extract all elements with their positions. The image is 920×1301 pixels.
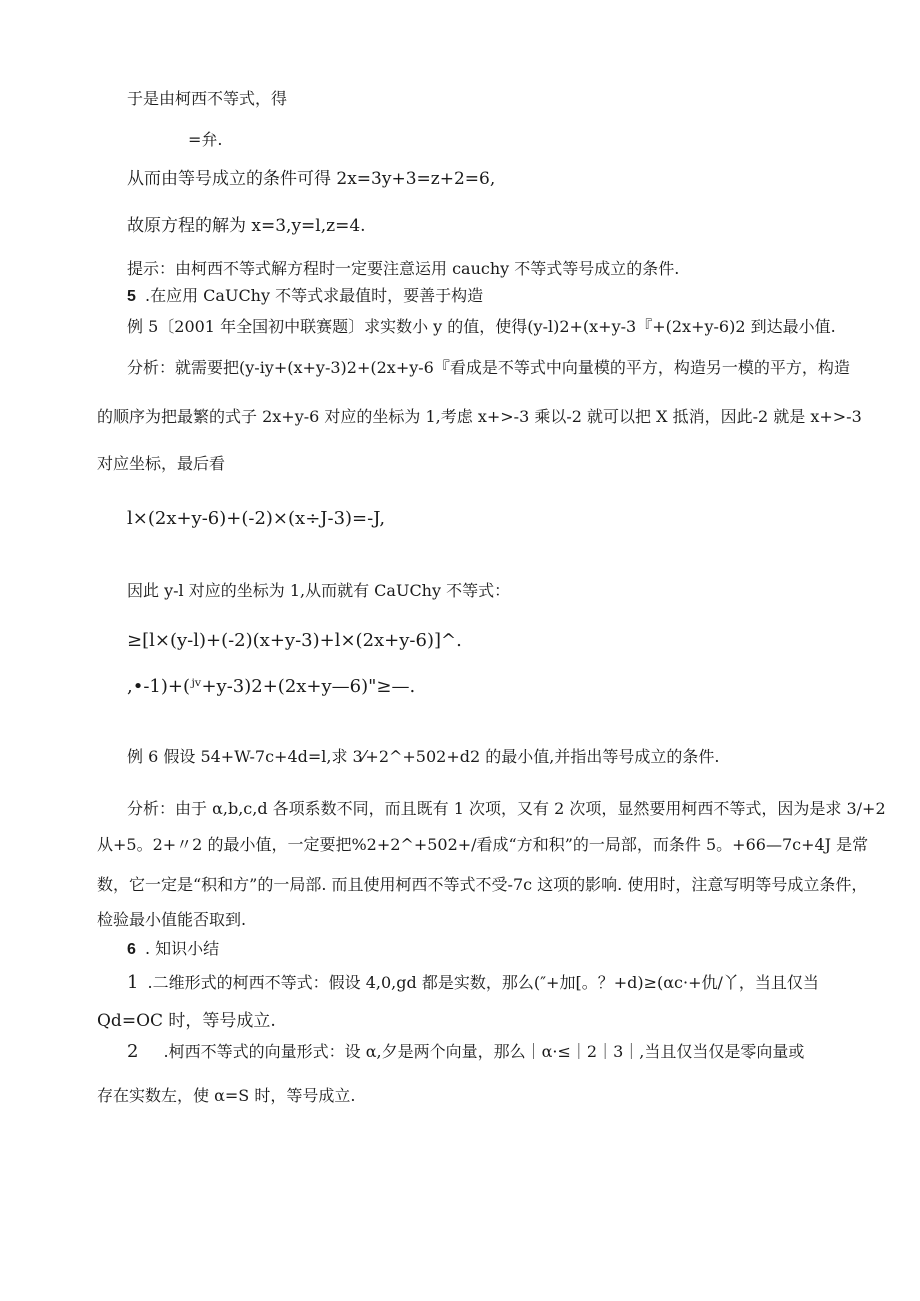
item-number: 1 <box>127 972 139 993</box>
section-title: .在应用 CaUChy 不等式求最值时，要善于构造 <box>145 286 484 305</box>
section-heading-6 <box>127 938 219 961</box>
analysis-line: 从+5。2+〃2 的最小值，一定要把%2+2^+502+/看成“方和积”的一局部，而条件 5。+66—7c+4J 是常 <box>97 835 869 854</box>
summary-text-line: 存在实数左，使 α=S 时，等号成立. <box>97 1086 356 1105</box>
section-title: . 知识小结 <box>145 939 220 958</box>
section-number: 6 <box>127 941 136 958</box>
item-text: .柯西不等式的向量形式：设 α,夕是两个向量，那么｜α·≤｜2｜3｜,当且仅当仅是零向量或 <box>163 1042 805 1061</box>
item-text: .二维形式的柯西不等式：假设 4,0,gd 都是实数，那么(″+加[。？+d)≥(αc·+仇/丫，当且仅当 <box>147 973 819 992</box>
summary-item-1 <box>127 972 819 994</box>
item-number: 2 <box>127 1041 139 1062</box>
hint-line: 提示：由柯西不等式解方程时一定要注意运用 cauchy 不等式等号成立的条件. <box>127 259 680 278</box>
summary-item-2 <box>127 1041 804 1063</box>
analysis-line: 检验最小值能否取到. <box>97 910 247 929</box>
section-heading-5 <box>127 285 483 308</box>
formula-line: ≥[l×(y-l)+(-2)(x+y-3)+l×(2x+y-6)]^. <box>127 630 462 651</box>
analysis-line: 的顺序为把最繁的式子 2x+y-6 对应的坐标为 1,考虑 x+>-3 乘以-2 就可以把 X 抵消，因此-2 就是 x+>-3 <box>97 407 862 426</box>
example-5-line: 例 5〔2001 年全国初中联赛题〕求实数小 y 的值，使得(y-l)2+(x+y-3『+(2x+y-6)2 到达最小值. <box>127 317 836 336</box>
formula-line: =弁. <box>188 130 223 149</box>
analysis-line: 数，它一定是“积和方”的一局部. 而且使用柯西不等式不受-7c 这项的影响. 使用时，注意写明等号成立条件， <box>97 875 868 894</box>
formula-line: l×(2x+y-6)+(-2)×(x÷J-3)=-J, <box>127 508 386 529</box>
analysis-line: 对应坐标，最后看 <box>97 454 226 473</box>
text-line: 故原方程的解为 x=3,y=l,z=4. <box>127 216 366 236</box>
formula-line: ,•-1)+(ʲᵛ+y-3)2+(2x+y—6)"≥—. <box>127 676 416 697</box>
analysis-line: 分析：由于 α,b,c,d 各项系数不同，而且既有 1 次项，又有 2 次项，显然要用柯西不等式，因为是求 3/+2 <box>127 799 886 818</box>
analysis-line: 分析：就需要把(y-iy+(x+y-3)2+(2x+y-6『看成是不等式中向量模的平方，构造另一模的平方，构造 <box>127 358 850 377</box>
section-number: 5 <box>127 288 136 305</box>
example-6-line: 例 6 假设 54+W-7c+4d=l,求 3⁄+2^+502+d2 的最小值,并指出等号成立的条件. <box>127 747 720 766</box>
text-line: 于是由柯西不等式，得 <box>127 89 288 108</box>
text-line: 从而由等号成立的条件可得 2x=3y+3=z+2=6, <box>127 169 496 189</box>
text-line: 因此 y-l 对应的坐标为 1,从而就有 CaUChy 不等式： <box>127 581 511 600</box>
summary-text-line: Qd=OC 时，等号成立. <box>97 1011 276 1031</box>
